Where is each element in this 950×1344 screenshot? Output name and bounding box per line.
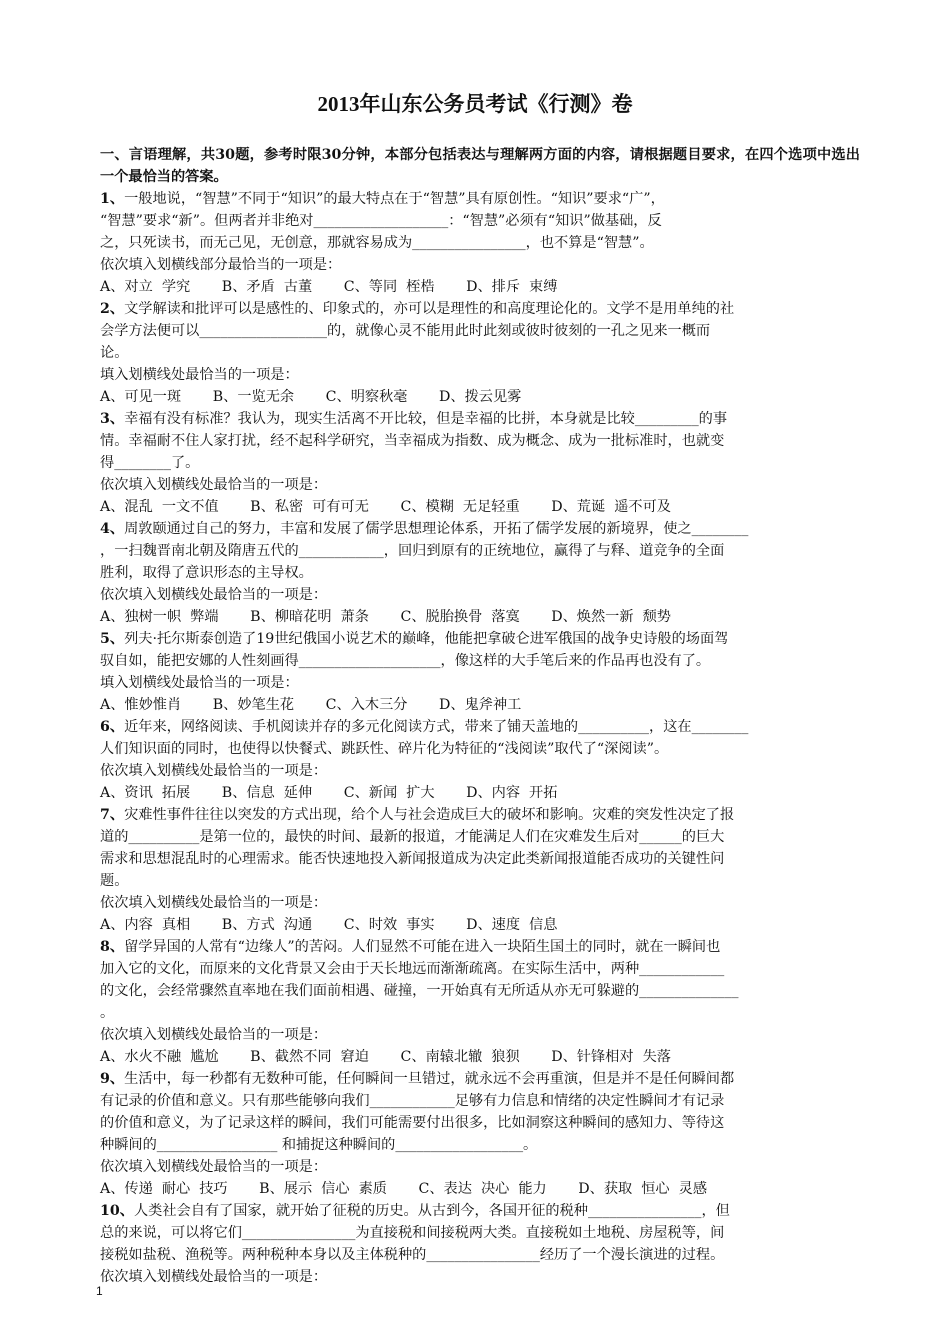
page-title: 2013年山东公务员考试《行测》卷 [317, 92, 633, 116]
question-text-line [100, 452, 860, 474]
answer-options: A、水火不融 尴尬 B、截然不同 窘迫 C、南辕北辙 狼狈 D、针锋相对 失落 [100, 1049, 671, 1065]
question-prompt: 依次填入划横线处最恰当的一项是： [100, 1159, 328, 1175]
question-1 [100, 188, 860, 298]
question-text: “智慧”要求“新”。但两者并非绝对___________________：“智慧”必须有“知识”做基础，反 [100, 213, 662, 229]
question-number: 6、 [100, 719, 125, 735]
question-text: 得________了。 [100, 455, 200, 471]
question-text-line [100, 562, 860, 584]
question-text: 题。 [100, 873, 129, 889]
question-text-line [100, 804, 860, 826]
question-text-line [100, 210, 860, 232]
question-prompt: 依次填入划横线处最恰当的一项是： [100, 1269, 328, 1285]
question-prompt: 填入划横线处最恰当的一项是： [100, 367, 299, 383]
question-text: 幸福有没有标准？我认为，现实生活离不开比较，但是幸福的比拼，本身就是比较_________的事 [124, 411, 728, 427]
answer-options: A、可见一斑 B、一览无余 C、明察秋毫 D、拨云见雾 [100, 389, 522, 405]
question-text-line [100, 1244, 860, 1266]
question-8 [100, 936, 860, 1068]
question-number: 5、 [100, 631, 125, 647]
question-2 [100, 298, 860, 408]
question-prompt: 依次填入划横线处最恰当的一项是： [100, 895, 328, 911]
question-3 [100, 408, 860, 518]
question-text: ，一扫魏晋南北朝及隋唐五代的____________，回归到原有的正统地位，赢得了与释、道竞争的全面 [100, 543, 725, 559]
question-text-line [100, 870, 860, 892]
answer-options: A、资讯 拓展 B、信息 延伸 C、新闻 扩大 D、内容 开拓 [100, 785, 558, 801]
question-text-line [100, 320, 860, 342]
question-text-line [100, 518, 860, 540]
question-prompt: 填入划横线处最恰当的一项是： [100, 675, 299, 691]
question-text: 列夫·托尔斯泰创造了19世纪俄国小说艺术的巅峰，他能把拿破仑进军俄国的战争史诗般的场面驾 [124, 631, 729, 647]
question-text: 接税如盐税、渔税等。两种税种本身以及主体税种的________________经历了一个漫长演进的过程。 [100, 1247, 725, 1263]
answer-options: A、内容 真相 B、方式 沟通 C、时效 事实 D、速度 信息 [100, 917, 558, 933]
question-text: 生活中，每一秒都有无数种可能，任何瞬间一旦错过，就永远不会再重演，但是并不是任何瞬间都 [124, 1071, 735, 1087]
question-text: 人们知识面的同时，也使得以快餐式、跳跃性、碎片化为特征的“浅阅读”取代了“深阅读”。 [100, 741, 669, 757]
question-text-line [100, 980, 860, 1002]
question-text-line [100, 1200, 860, 1222]
question-text-line [100, 628, 860, 650]
question-prompt: 依次填入划横线处最恰当的一项是： [100, 477, 328, 493]
question-prompt: 依次填入划横线处最恰当的一项是： [100, 587, 328, 603]
question-text-line [100, 1222, 860, 1244]
question-text-line [100, 1002, 860, 1024]
answer-options: A、混乱 一文不值 B、私密 可有可无 C、模糊 无足轻重 D、荒诞 遥不可及 [100, 499, 671, 515]
question-prompt: 依次填入划横线部分最恰当的一项是： [100, 257, 342, 273]
question-text: 文学解读和批评可以是感性的、印象式的，亦可以是理性的和高度理论化的。文学不是用单纯的社 [124, 301, 735, 317]
answer-options: A、独树一帜 弊端 B、柳暗花明 萧条 C、脱胎换骨 落寞 D、焕然一新 颓势 [100, 609, 671, 625]
question-text-line [100, 650, 860, 672]
exam-content [100, 144, 860, 1288]
question-text-line [100, 1134, 860, 1156]
question-number: 3、 [100, 411, 125, 427]
question-text: 胜利，取得了意识形态的主导权。 [100, 565, 313, 581]
question-text: 会学方法便可以__________________的，就像心灵不能用此时此刻或彼时彼刻的一孔之见来一概而 [100, 323, 711, 339]
question-text: 加入它的文化，而原来的文化背景又会由于天长地远而渐渐疏离。在实际生活中，两种____________ [100, 961, 725, 977]
section-heading: 一、言语理解，共30题，参考时限30分钟，本部分包括表达与理解两方面的内容，请根据题目要求，在四个选项中选出一个最恰当的答案。 [100, 147, 860, 185]
question-text-line [100, 826, 860, 848]
question-text: 的文化，会经常骤然直率地在我们面前相遇、碰撞，一开始真有无所适从亦无可躲避的______________ [100, 983, 739, 999]
question-text: 一般地说，“智慧”不同于“知识”的最大特点在于“智慧”具有原创性。“知识”要求“广”， [124, 191, 665, 207]
question-text: 总的来说，可以将它们________________为直接税和间接税两大类。直接税如土地税、房屋税等，间 [100, 1225, 725, 1241]
question-number: 7、 [100, 807, 125, 823]
question-text: 有记录的价值和意义。只有那些能够向我们____________足够有力信息和情绪的决定性瞬间才有记录 [100, 1093, 725, 1109]
answer-options: A、惟妙惟肖 B、妙笔生花 C、入木三分 D、鬼斧神工 [100, 697, 522, 713]
question-text: 近年来，网络阅读、手机阅读并存的多元化阅读方式，带来了铺天盖地的__________，这在________ [124, 719, 749, 735]
question-text-line [100, 188, 860, 210]
question-6 [100, 716, 860, 804]
question-text-line [100, 408, 860, 430]
question-10 [100, 1200, 860, 1288]
question-text-line [100, 958, 860, 980]
question-text: 种瞬间的_________________ 和捕捉这种瞬间的__________________。 [100, 1137, 538, 1153]
question-text: 周敦颐通过自己的努力，丰富和发展了儒学思想理论体系，开拓了儒学发展的新境界，使之________ [124, 521, 749, 537]
question-text-line [100, 936, 860, 958]
question-text-line [100, 1112, 860, 1134]
answer-options: A、对立 学究 B、矛盾 古董 C、等同 桎梏 D、排斥 束缚 [100, 279, 558, 295]
question-number: 9、 [100, 1071, 125, 1087]
question-prompt: 依次填入划横线处最恰当的一项是： [100, 1027, 328, 1043]
question-list [100, 188, 860, 1288]
question-text: 。 [100, 1005, 115, 1021]
question-text-line [100, 232, 860, 254]
question-9 [100, 1068, 860, 1200]
question-text: 的价值和意义，为了记录这样的瞬间，我们可能需要付出很多，比如洞察这种瞬间的感知力、等待这 [100, 1115, 725, 1131]
question-text: 情。幸福耐不住人家打扰，经不起科学研究，当幸福成为指数、成为概念、成为一批标准时，也就变 [100, 433, 725, 449]
question-number: 1、 [100, 191, 125, 207]
question-text-line [100, 1090, 860, 1112]
question-number: 2、 [100, 301, 125, 317]
question-number: 4、 [100, 521, 125, 537]
question-text: 需求和思想混乱时的心理需求。能否快速地投入新闻报道成为决定此类新闻报道能否成功的关键性问 [100, 851, 725, 867]
question-text-line [100, 540, 860, 562]
question-7 [100, 804, 860, 936]
question-number: 8、 [100, 939, 125, 955]
question-number: 10、 [100, 1203, 134, 1219]
question-text-line [100, 738, 860, 760]
question-text: 论。 [100, 345, 129, 361]
question-text: 灾难性事件往往以突发的方式出现，给个人与社会造成巨大的破坏和影响。灾难的突发性决定了报 [124, 807, 735, 823]
question-prompt: 依次填入划横线处最恰当的一项是： [100, 763, 328, 779]
question-text: 驭自如，能把安娜的人性刻画得____________________，像这样的大手笔后来的作品再也没有了。 [100, 653, 711, 669]
answer-options: A、传递 耐心 技巧 B、展示 信心 素质 C、表达 决心 能力 D、获取 恒心 灵感 [100, 1181, 708, 1197]
question-4 [100, 518, 860, 628]
question-text: 留学异国的人常有“边缘人”的苦闷。人们显然不可能在进入一块陌生国土的同时，就在一瞬间也 [124, 939, 721, 955]
question-5 [100, 628, 860, 716]
question-text: 道的__________是第一位的，最快的时间、最新的报道，才能满足人们在灾难发生后对______的巨大 [100, 829, 725, 845]
question-text-line [100, 342, 860, 364]
question-text-line [100, 716, 860, 738]
question-text-line [100, 848, 860, 870]
question-text-line [100, 1068, 860, 1090]
question-text-line [100, 430, 860, 452]
question-text-line [100, 298, 860, 320]
question-text: 人类社会自有了国家，就开始了征税的历史。从古到今，各国开征的税种________________，但 [133, 1203, 730, 1219]
question-text: 之，只死读书，而无己见，无创意，那就容易成为________________，也不算是“智慧”。 [100, 235, 654, 251]
page-number: 1 [96, 1284, 103, 1298]
